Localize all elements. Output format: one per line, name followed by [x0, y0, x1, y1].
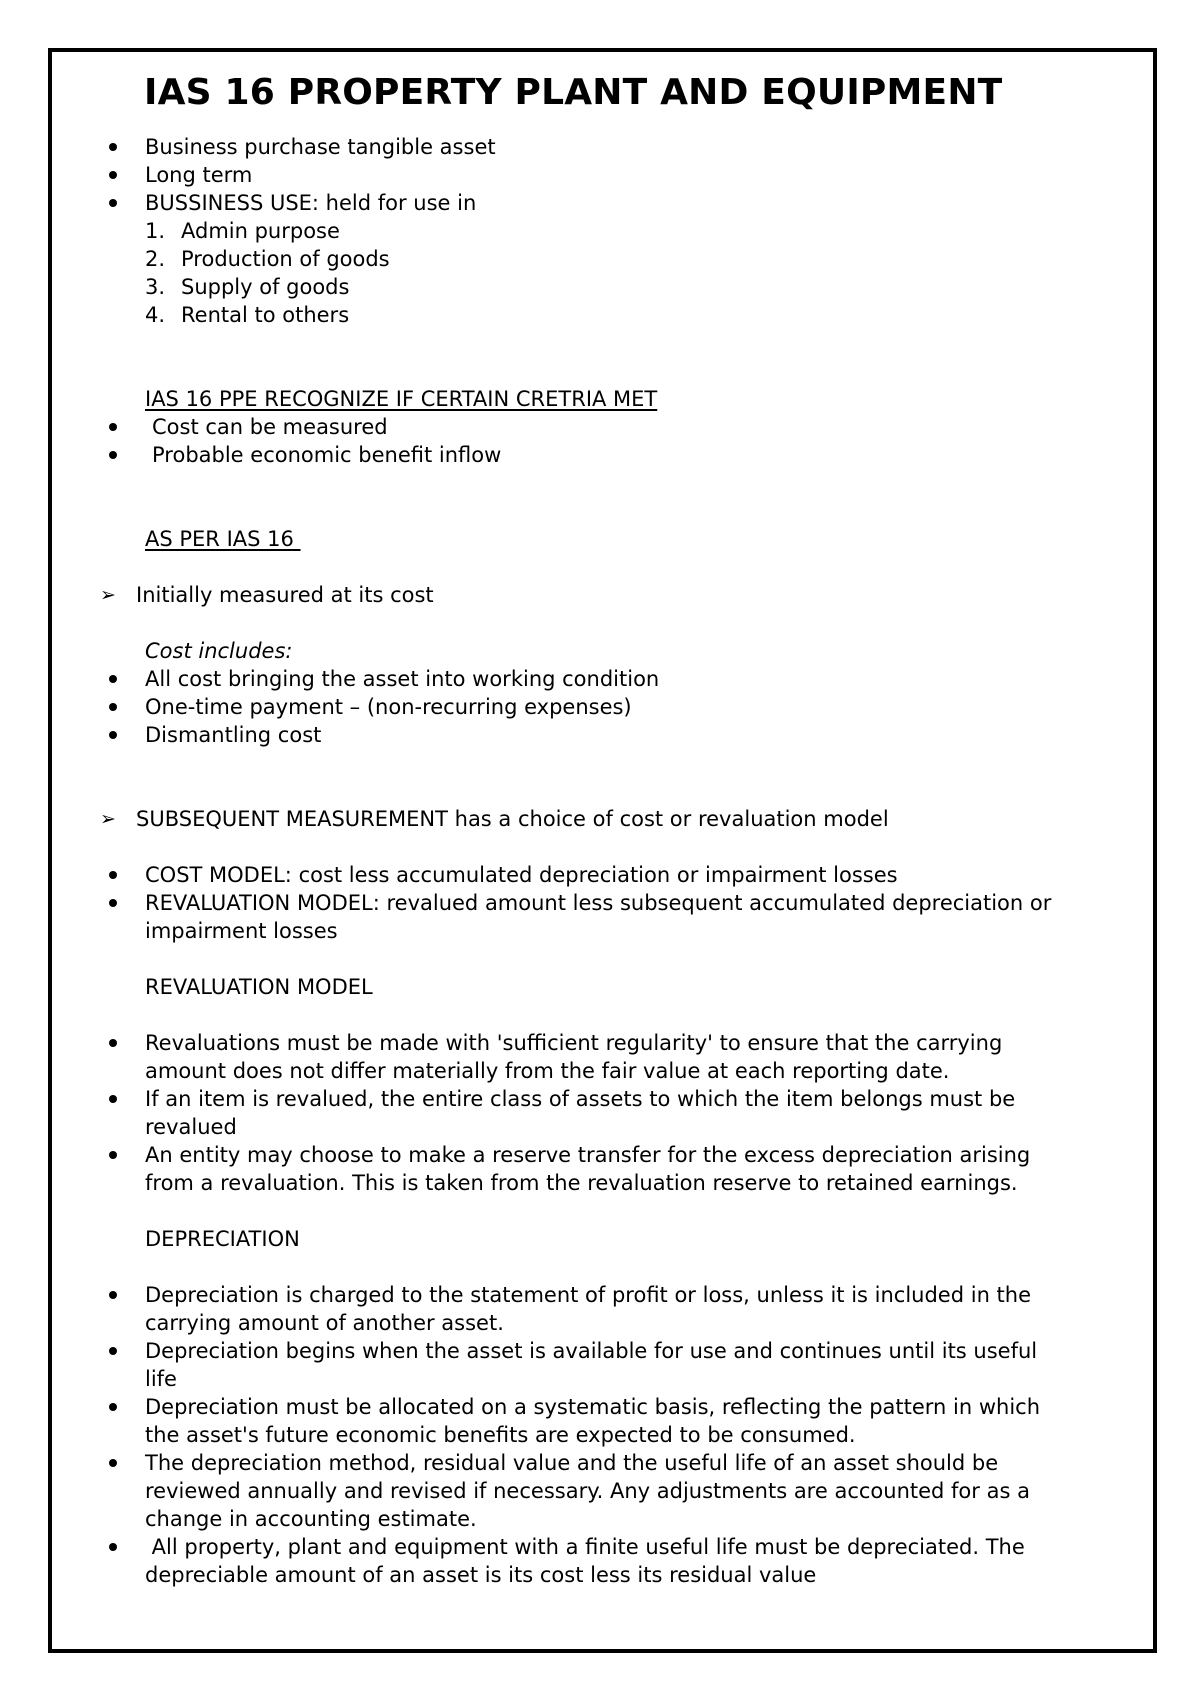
- list-number: 4.: [145, 303, 166, 327]
- depreciation-line: Depreciation must be allocated on a systematic basis, reflecting the pattern in which: [145, 1395, 1041, 1419]
- revaluation-line: An entity may choose to make a reserve transfer for the excess depreciation arising: [145, 1143, 1031, 1167]
- bullet-dot: [109, 871, 117, 879]
- intro-bullet: Business purchase tangible asset: [145, 135, 496, 159]
- depreciation-line: carrying amount of another asset.: [145, 1311, 504, 1335]
- use-item: Rental to others: [181, 303, 350, 327]
- revaluation-line: amount does not differ materially from the fair value at each reporting date.: [145, 1059, 950, 1083]
- bullet-dot: [109, 731, 117, 739]
- bullet-dot: [109, 199, 117, 207]
- depreciation-line: the asset's future economic benefits are expected to be consumed.: [145, 1423, 856, 1447]
- bullet-dot: [109, 423, 117, 431]
- revaluation-line: If an item is revalued, the entire class of assets to which the item belongs must be: [145, 1087, 1016, 1111]
- bullet-dot: [109, 1459, 117, 1467]
- cost-includes-label: Cost includes:: [145, 639, 293, 663]
- depreciation-heading: DEPRECIATION: [145, 1227, 300, 1251]
- cost-item: One-time payment – (non-recurring expenses): [145, 695, 632, 719]
- use-item: Production of goods: [181, 247, 390, 271]
- bullet-dot: [109, 171, 117, 179]
- arrow-bullet-icon: ➢: [100, 584, 116, 606]
- initial-measurement: Initially measured at its cost: [136, 583, 434, 607]
- revaluation-line: revalued: [145, 1115, 237, 1139]
- depreciation-line: Depreciation begins when the asset is available for use and continues until its useful: [145, 1339, 1038, 1363]
- page-title: IAS 16 PROPERTY PLANT AND EQUIPMENT: [144, 72, 1003, 113]
- depreciation-line: life: [145, 1367, 177, 1391]
- revaluation-line: from a revaluation. This is taken from the revaluation reserve to retained earnings.: [145, 1171, 1018, 1195]
- revaluation-heading: REVALUATION MODEL: [145, 975, 373, 999]
- bullet-dot: [109, 1039, 117, 1047]
- recognition-item: Probable economic benefit inflow: [152, 443, 502, 467]
- intro-bullet: BUSSINESS USE: held for use in: [145, 191, 477, 215]
- bullet-dot: [109, 143, 117, 151]
- list-number: 1.: [145, 219, 166, 243]
- cost-item: All cost bringing the asset into working condition: [145, 667, 660, 691]
- bullet-dot: [109, 451, 117, 459]
- bullet-dot: [109, 1403, 117, 1411]
- list-number: 2.: [145, 247, 166, 271]
- bullet-dot: [109, 1347, 117, 1355]
- depreciation-line: change in accounting estimate.: [145, 1507, 477, 1531]
- model-item: COST MODEL: cost less accumulated depreciation or impairment losses: [145, 863, 898, 887]
- intro-bullet: Long term: [145, 163, 253, 187]
- bullet-dot: [109, 1543, 117, 1551]
- depreciation-line: reviewed annually and revised if necessary. Any adjustments are accounted for as a: [145, 1479, 1030, 1503]
- bullet-dot: [109, 675, 117, 683]
- depreciation-line: All property, plant and equipment with a finite useful life must be depreciated. The: [145, 1535, 1025, 1559]
- cost-item: Dismantling cost: [145, 723, 322, 747]
- depreciation-line: depreciable amount of an asset is its cost less its residual value: [145, 1563, 817, 1587]
- list-number: 3.: [145, 275, 166, 299]
- bullet-dot: [109, 1151, 117, 1159]
- use-item: Admin purpose: [181, 219, 340, 243]
- use-item: Supply of goods: [181, 275, 350, 299]
- bullet-dot: [109, 1291, 117, 1299]
- recognition-heading: IAS 16 PPE RECOGNIZE IF CERTAIN CRETRIA MET: [145, 387, 658, 411]
- bullet-dot: [109, 899, 117, 907]
- revaluation-line: Revaluations must be made with 'sufficient regularity' to ensure that the carrying: [145, 1031, 1003, 1055]
- bullet-dot: [109, 1095, 117, 1103]
- arrow-bullet-icon: ➢: [100, 808, 116, 830]
- subsequent-measurement: SUBSEQUENT MEASUREMENT has a choice of cost or revaluation model: [136, 807, 889, 831]
- depreciation-line: The depreciation method, residual value and the useful life of an asset should be: [145, 1451, 999, 1475]
- bullet-dot: [109, 703, 117, 711]
- model-item-cont: impairment losses: [145, 919, 338, 943]
- recognition-item: Cost can be measured: [152, 415, 388, 439]
- model-item: REVALUATION MODEL: revalued amount less subsequent accumulated depreciation or: [145, 891, 1052, 915]
- as-per-heading: AS PER IAS 16: [145, 527, 301, 551]
- depreciation-line: Depreciation is charged to the statement of profit or loss, unless it is included in the: [145, 1283, 1032, 1307]
